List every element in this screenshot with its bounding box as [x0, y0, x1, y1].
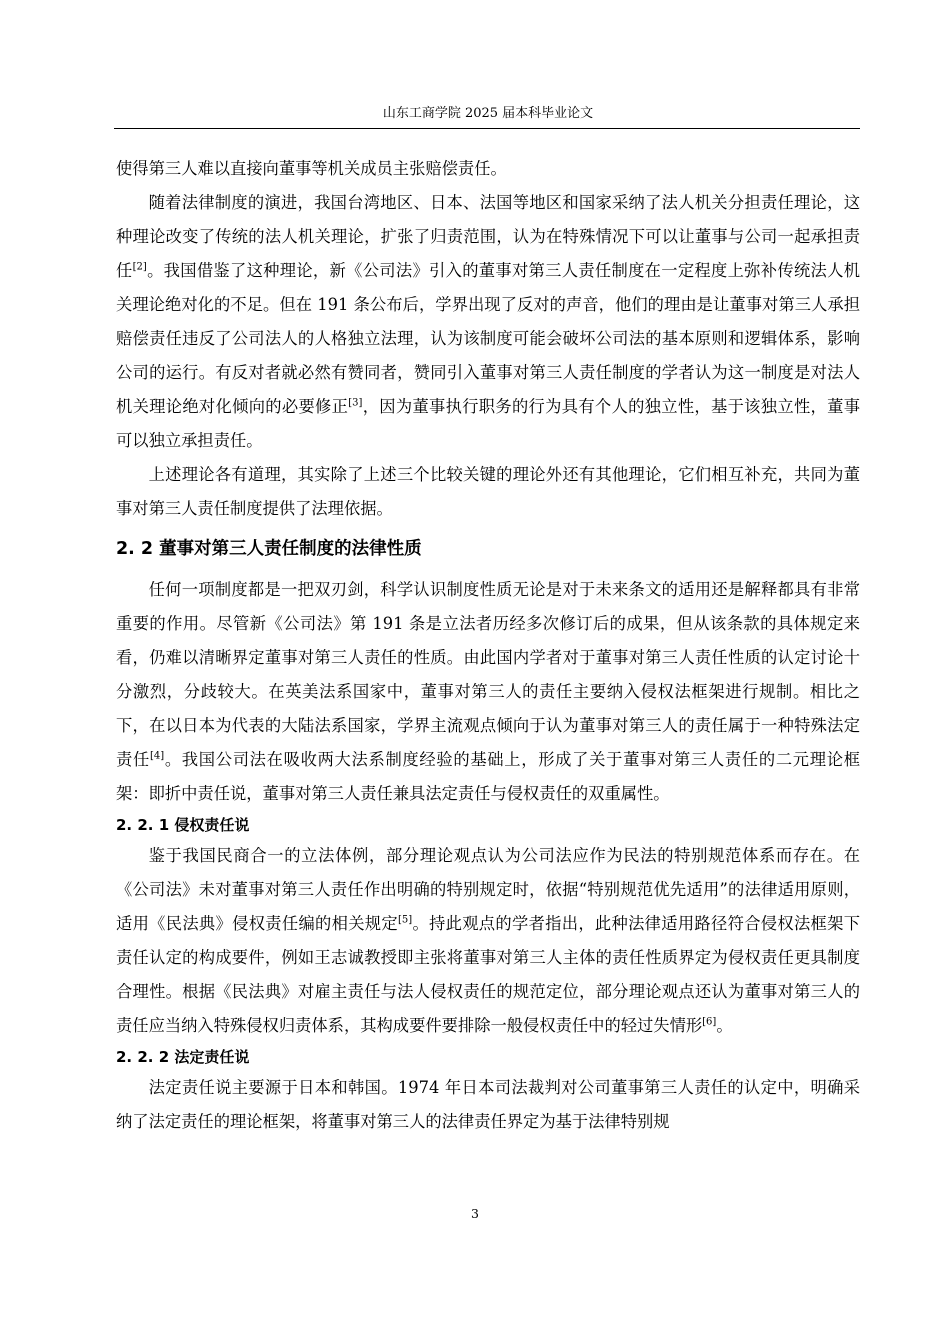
citation-ref: [4]: [149, 750, 165, 762]
text-run: 鉴于我国民商合一的立法体例，部分理论观点认为公司法应作为民法的特别规范体系而存在。在《公司法》未对董事对第三人责任作出明确的特别规定时，依据“特别规范优先适用”的法律适用原则，适用《民法典》侵权责任编的相关规定: [116, 846, 860, 933]
header-rule: [114, 128, 860, 129]
text-run: 随着法律制度的演进，我国台湾地区、日本、法国等地区和国家采纳了法人机关分担责任理论，这种理论改变了传统的法人机关理论，扩张了归责范围，认为在特殊情况下可以让董事与公司一起承担责任: [116, 193, 860, 280]
text-run: 任何一项制度都是一把双刃剑，科学认识制度性质无论是对于未来条文的适用还是解释都具有非常重要的作用。尽管新《公司法》第 191 条是立法者历经多次修订后的成果，但从该条款的具体规定来看，仍难以清晰界定董事对第三人责任的性质。由此国内学者对于董事对第三人责任性质的认定讨论十分激烈，分歧较大。在英美法系国家中，董事对第三人的责任主要纳入侵权法框架进行规制。相比之下，在以日本为代表的大陆法系国家，学界主流观点倾向于认为董事对第三人的责任属于一种特殊法定责任: [116, 580, 860, 769]
paragraph-theory: [116, 186, 860, 458]
page-number: 3: [471, 1206, 479, 1221]
section-heading-2-2: 2. 2 董事对第三人责任制度的法律性质: [116, 539, 422, 559]
text-run: 。持此观点的学者指出，此种法律适用路径符合侵权法框架下责任认定的构成要件，例如王志诚教授即主张将董事对第三人主体的责任性质界定为侵权责任更具制度合理性。根据《民法典》对雇主责任与法人侵权责任的规范定位，部分理论观点还认为董事对第三人的责任应当纳入特殊侵权归责体系，其构成要件要排除一般侵权责任中的轻过失情形: [116, 914, 860, 1035]
text-run: ，因为董事执行职务的行为具有个人的独立性，基于该独立性，董事可以独立承担责任。: [116, 397, 860, 450]
citation-ref: [6]: [702, 1016, 717, 1028]
paragraph-statutory-liability: 法定责任说主要源于日本和韩国。1974 年日本司法裁判对公司董事第三人责任的认定中，明确采纳了法定责任的理论框架，将董事对第三人的法律责任界定为基于法律特别规: [116, 1078, 860, 1131]
citation-ref: [2]: [132, 261, 147, 273]
running-header: 山东工商学院 2025 届本科毕业论文: [382, 106, 594, 121]
citation-ref: [5]: [397, 914, 413, 926]
text-run: 。: [716, 1016, 733, 1035]
paragraph-summary: 上述理论各有道理，其实除了上述三个比较关键的理论外还有其他理论，它们相互补充，共同为董事对第三人责任制度提供了法理依据。: [116, 465, 860, 518]
section-heading-2-2-1: 2. 2. 1 侵权责任说: [116, 816, 250, 834]
paragraph-continuation: 使得第三人难以直接向董事等机关成员主张赔偿责任。: [116, 159, 507, 178]
paragraph-legal-nature: [116, 573, 860, 811]
page-body: [116, 152, 860, 1139]
section-heading-2-2-2: 2. 2. 2 法定责任说: [116, 1048, 250, 1066]
text-run: 。我国借鉴了这种理论，新《公司法》引入的董事对第三人责任制度在一定程度上弥补传统法人机关理论绝对化的不足。但在 191 条公布后，学界出现了反对的声音，他们的理由是让董事对第三人承担赔偿责任违反了公司法人的人格独立法理，认为该制度可能会破坏公司法的基本原则和逻辑体系，影响公司的运行。有反对者就必然有赞同者，赞同引入董事对第三人责任制度的学者认为这一制度是对法人机关理论绝对化倾向的必要修正: [116, 261, 860, 416]
text-run: 。我国公司法在吸收两大法系制度经验的基础上，形成了关于董事对第三人责任的二元理论框架：即折中责任说，董事对第三人责任兼具法定责任与侵权责任的双重属性。: [116, 750, 860, 803]
citation-ref: [3]: [348, 397, 363, 409]
paragraph-tort-liability: [116, 839, 860, 1043]
